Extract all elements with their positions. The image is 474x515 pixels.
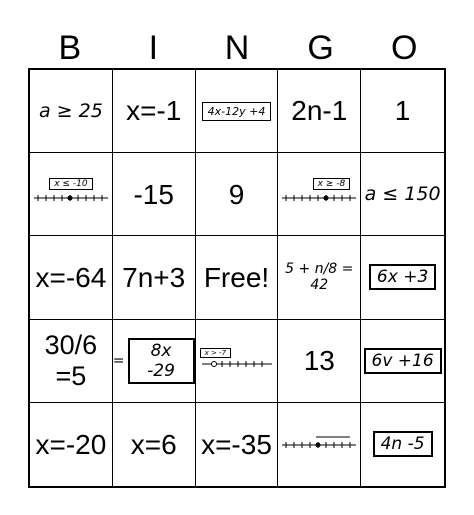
cell-boxed-text: x > -7	[200, 348, 231, 358]
cell-r4-c5[interactable]	[361, 320, 444, 403]
cell-boxed-text: x ≥ -8	[313, 178, 351, 190]
cell-boxed-text: 4n -5	[373, 431, 433, 457]
free-space-text: Free!	[203, 261, 270, 293]
cell-text: x=-1	[126, 95, 182, 127]
cell-r1-c3[interactable]	[196, 70, 279, 153]
cell-text: x=-35	[201, 428, 272, 460]
cell-r4-c2[interactable]	[113, 320, 196, 403]
cell-r3-c3[interactable]	[196, 236, 279, 319]
cell-r2-c4[interactable]	[278, 153, 361, 236]
cell-prefix: =	[112, 352, 125, 369]
bingo-grid	[28, 68, 446, 488]
cell-r4-c3[interactable]	[196, 320, 279, 403]
cell-r1-c2[interactable]	[113, 70, 196, 153]
header-letter-n: N	[224, 29, 250, 67]
number-line-image	[200, 358, 274, 374]
cell-r1-c5[interactable]	[361, 70, 444, 153]
cell-text: a ≤ 150	[364, 183, 441, 206]
number-line-image	[32, 190, 110, 210]
cell-r2-c3[interactable]	[196, 153, 279, 236]
cell-text: x=-20	[35, 428, 107, 460]
cell-r2-c1[interactable]	[30, 153, 113, 236]
cell-r5-c4[interactable]	[278, 403, 361, 486]
cell-text: 5 + n/8 = 42	[285, 261, 354, 294]
cell-text-line1: 30/6	[44, 329, 98, 360]
cell-r5-c1[interactable]	[30, 403, 113, 486]
cell-r5-c5[interactable]	[361, 403, 444, 486]
cell-r3-c2[interactable]	[113, 236, 196, 319]
cell-text: 9	[228, 178, 245, 210]
cell-text: a ≥ 25	[38, 100, 103, 123]
cell-boxed-text: x ≤ -10	[49, 178, 92, 190]
cell-r1-c1[interactable]	[30, 70, 113, 153]
cell-text: 2n-1	[291, 95, 348, 127]
number-line-image	[280, 190, 358, 210]
header-letter-o: O	[390, 29, 418, 67]
cell-text: -15	[133, 178, 174, 210]
cell-r3-c4[interactable]	[278, 236, 361, 319]
cell-boxed-text: 6v +16	[364, 348, 442, 374]
cell-r4-c4[interactable]	[278, 320, 361, 403]
cell-text: x=6	[130, 428, 177, 460]
cell-r4-c1[interactable]	[30, 320, 113, 403]
cell-text: 7n+3	[122, 261, 186, 293]
cell-r2-c5[interactable]	[361, 153, 444, 236]
cell-r3-c5[interactable]	[361, 236, 444, 319]
cell-r3-c1[interactable]	[30, 236, 113, 319]
header-letter-b: B	[58, 29, 82, 67]
header-letter-g: G	[307, 29, 334, 67]
cell-boxed-text: 8x -29	[128, 338, 195, 384]
cell-r2-c2[interactable]	[113, 153, 196, 236]
cell-r1-c4[interactable]	[278, 70, 361, 153]
cell-boxed-text: 6x +3	[369, 264, 436, 290]
bingo-header	[28, 28, 446, 68]
cell-text: 1	[394, 95, 411, 127]
header-letter-i: I	[148, 29, 159, 67]
number-line-image	[280, 431, 358, 457]
cell-text: 13	[303, 345, 335, 376]
cell-r5-c2[interactable]	[113, 403, 196, 486]
cell-text: x=-64	[35, 261, 107, 293]
cell-text-line2: =5	[55, 360, 87, 391]
cell-boxed-text: 4x-12y +4	[202, 102, 272, 121]
cell-r5-c3[interactable]	[196, 403, 279, 486]
